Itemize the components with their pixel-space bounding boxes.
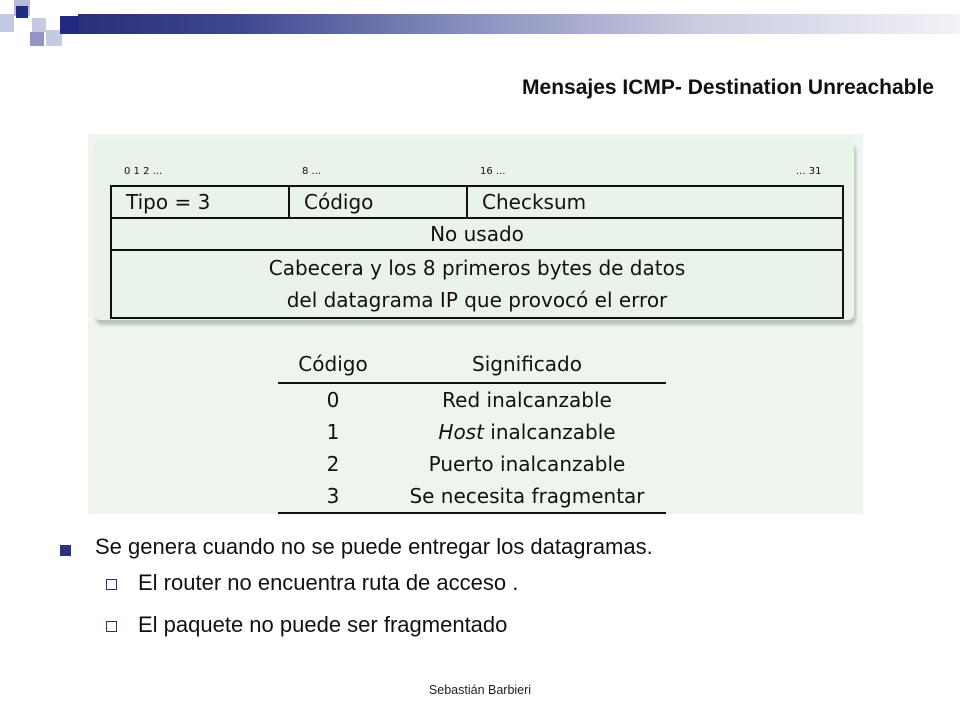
sub-bullet-text: El paquete no puede ser fragmentado — [138, 612, 508, 637]
packet-row-unused — [111, 218, 843, 250]
sub-bullet-text: El router no encuentra ruta de acceso . — [138, 570, 519, 595]
header-significado: Significado — [388, 346, 666, 383]
decor-square — [60, 16, 78, 34]
table-row — [278, 383, 666, 416]
header-codigo: Código — [278, 346, 388, 383]
no-usado-field: No usado — [111, 218, 843, 250]
decor-square — [30, 32, 44, 46]
slide-title: Mensajes ICMP- Destination Unreachable — [522, 76, 934, 99]
code-cell: 0 — [326, 388, 340, 412]
checksum-field: Checksum — [467, 186, 843, 218]
table-row — [278, 480, 666, 513]
code-table-header — [278, 346, 666, 383]
meaning-cell: Se necesita fragmentar — [388, 480, 666, 513]
bullet-main-text: Se genera cuando no se puede entregar los datagramas. — [95, 534, 653, 559]
title-decoration — [0, 0, 960, 46]
title-gradient-band — [78, 14, 960, 34]
code-cell: 1 — [326, 420, 340, 444]
bit-label-16: 16 ... — [480, 166, 506, 177]
packet-row-payload — [111, 250, 843, 318]
table-row — [278, 448, 666, 480]
bit-label-31: ... 31 — [796, 166, 822, 177]
cabecera-line-1: Cabecera y los 8 primeros bytes de datos — [268, 256, 686, 280]
code-meaning-table — [278, 346, 666, 514]
footer-author: Sebastián Barbieri — [428, 683, 532, 697]
square-bullet-icon — [60, 545, 71, 556]
meaning-cell: Red inalcanzable — [442, 388, 612, 412]
code-cell: 2 — [326, 452, 340, 476]
tipo-field: Tipo = 3 — [111, 186, 289, 218]
bit-label-8: 8 ... — [302, 166, 322, 177]
decor-square — [16, 6, 28, 18]
meaning-italic: Host — [438, 420, 484, 444]
meaning-rest: inalcanzable — [483, 420, 616, 444]
icmp-figure — [88, 134, 863, 514]
decor-square — [32, 18, 46, 32]
hollow-square-bullet-icon — [106, 621, 117, 632]
hollow-square-bullet-icon — [106, 579, 117, 590]
bit-label-0: 0 1 2 ... — [124, 166, 163, 177]
table-row — [278, 416, 666, 448]
cabecera-line-2: del datagrama IP que provocó el error — [286, 288, 668, 312]
code-cell: 3 — [278, 480, 388, 513]
decor-square — [0, 14, 14, 32]
codigo-field: Código — [289, 186, 467, 218]
packet-row-header — [111, 186, 843, 218]
icmp-packet-format — [110, 185, 844, 319]
packet-format-card — [94, 140, 854, 320]
cabecera-field — [111, 250, 843, 318]
meaning-cell: Puerto inalcanzable — [428, 452, 626, 476]
meaning-cell — [388, 416, 666, 448]
